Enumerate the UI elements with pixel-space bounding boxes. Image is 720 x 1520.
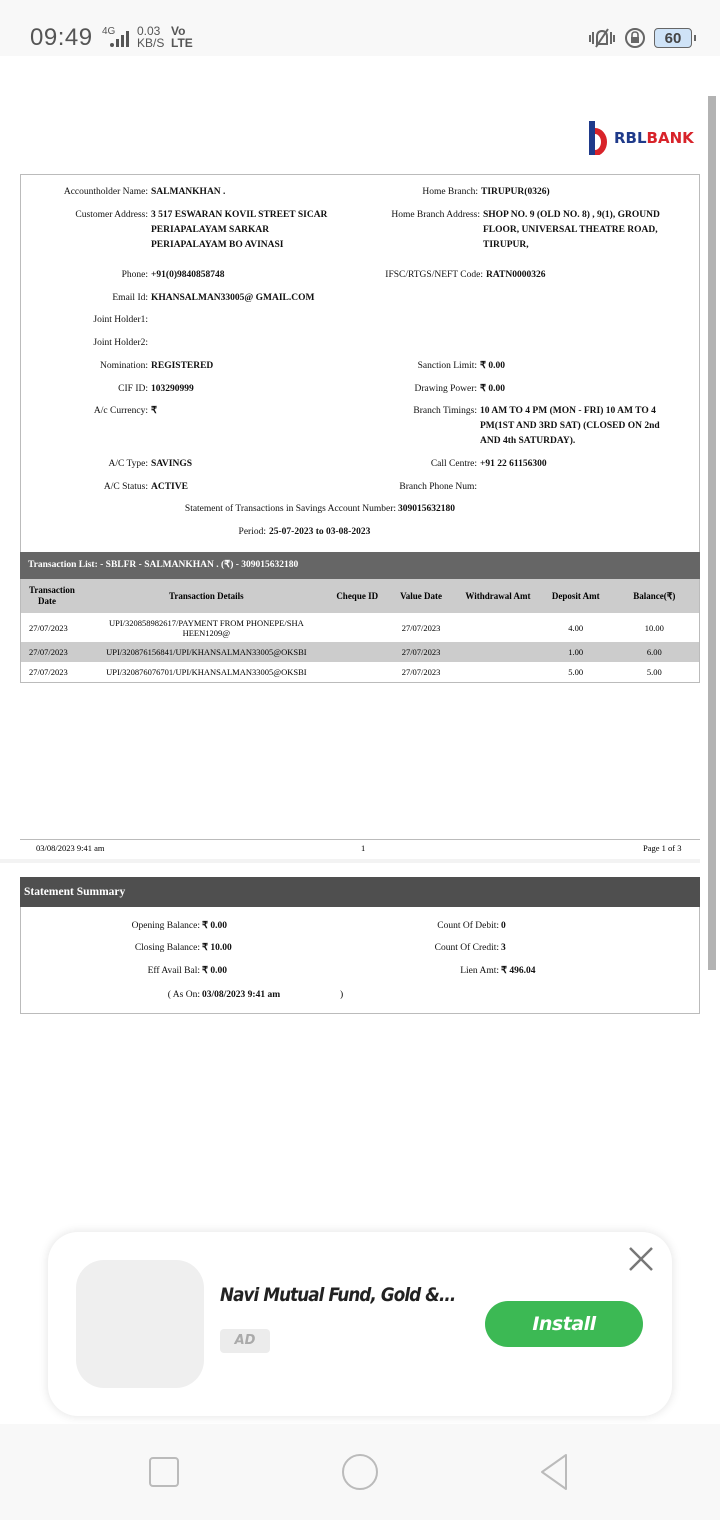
call-centre-label: Call Centre: xyxy=(430,459,477,469)
footer-page-of: Page 1 of 3 xyxy=(643,843,682,853)
cell-deposit: 1.00 xyxy=(542,642,610,662)
closing-balance-value: ₹ 10.00 xyxy=(202,943,232,953)
page-separator xyxy=(0,859,700,863)
as-on-close: ) xyxy=(340,990,344,1000)
address-line-1: 3 517 ESWARAN KOVIL STREET SICAR xyxy=(151,210,328,220)
ad-badge: AD xyxy=(220,1329,270,1353)
sanction-limit-label: Sanction Limit: xyxy=(417,361,477,371)
cell-date: 27/07/2023 xyxy=(21,662,87,682)
count-credit-value: 3 xyxy=(501,943,506,953)
header-date-line-1: Transaction xyxy=(29,585,75,595)
details-line-1: UPI/320858982617/PAYMENT FROM PHONEPE/SHA xyxy=(108,617,304,628)
holder-label: Accountholder Name: xyxy=(63,187,148,197)
cell-value-date: 27/07/2023 xyxy=(388,662,454,682)
eff-avail-bal-label: Eff Avail Bal: xyxy=(147,966,200,976)
currency-value: ₹ xyxy=(151,406,158,416)
install-button[interactable]: Install xyxy=(485,1301,643,1347)
ac-status-value: ACTIVE xyxy=(151,482,188,492)
ad-banner[interactable] xyxy=(48,1232,672,1416)
phone-label: Phone: xyxy=(121,270,148,280)
sanction-limit-value: ₹ 0.00 xyxy=(480,361,506,371)
cell-balance: 6.00 xyxy=(610,642,700,662)
nomination-label: Nomination: xyxy=(99,361,148,371)
call-centre-value: +91 22 61156300 xyxy=(480,459,547,469)
status-bar xyxy=(0,0,720,56)
opening-balance-label: Opening Balance: xyxy=(131,921,200,931)
period-value: 25-07-2023 to 03-08-2023 xyxy=(269,527,371,537)
phone-value: +91(0)9840858748 xyxy=(151,270,225,280)
cell-cheque xyxy=(326,662,388,682)
footer-timestamp: 03/08/2023 9:41 am xyxy=(36,843,105,853)
cell-balance: 5.00 xyxy=(610,662,700,682)
speed-value: 0.03 xyxy=(137,24,161,38)
clock: 09:49 xyxy=(30,24,93,51)
cell-details: UPI/320876076701/UPI/KHANSALMAN33005@OKSBI xyxy=(86,662,326,682)
count-debit-value: 0 xyxy=(501,921,506,931)
cell-date: 27/07/2023 xyxy=(21,613,87,642)
col-header-balance: Balance(₹) xyxy=(610,579,700,613)
period-label: Period: xyxy=(238,527,266,537)
address-label: Customer Address: xyxy=(75,210,148,220)
lien-amt-label: Lien Amt: xyxy=(460,966,499,976)
statement-summary-title: Statement Summary xyxy=(20,877,700,907)
table-row xyxy=(21,613,700,642)
close-icon[interactable] xyxy=(626,1244,656,1274)
logo-bank: BANK xyxy=(646,129,694,147)
drawing-power-label: Drawing Power: xyxy=(414,384,477,394)
cell-value-date: 27/07/2023 xyxy=(388,613,454,642)
logo-rbl: RBL xyxy=(614,129,647,147)
branch-address-line-1: SHOP NO. 9 (OLD NO. 8) , 9(1), GROUND xyxy=(483,210,660,220)
col-header-value-date: Value Date xyxy=(388,579,454,613)
email-value: KHANSALMAN33005@ GMAIL.COM xyxy=(151,293,315,303)
cell-deposit: 5.00 xyxy=(542,662,610,682)
volte-bottom: LTE xyxy=(171,36,193,50)
ac-status-label: A/C Status: xyxy=(103,482,148,492)
transaction-list-title: Transaction List: - SBLFR - SALMANKHAN . (₹) - 309015632180 xyxy=(20,552,700,579)
statement-label: Statement of Transactions in Savings Account Number: xyxy=(184,504,396,514)
col-header-transaction-date xyxy=(21,579,87,613)
details-line-2: HEEN1209@ xyxy=(182,627,231,638)
drawing-power-value: ₹ 0.00 xyxy=(480,384,506,394)
branch-timings-label: Branch Timings: xyxy=(413,406,477,416)
cell-value-date: 27/07/2023 xyxy=(388,642,454,662)
home-branch-value: TIRUPUR(0326) xyxy=(481,187,550,197)
ac-type-value: SAVINGS xyxy=(151,459,193,469)
holder-value: SALMANKHAN . xyxy=(151,187,226,197)
lien-amt-value: ₹ 496.04 xyxy=(501,966,536,976)
vibrate-mute-icon xyxy=(588,27,616,49)
branch-phone-label: Branch Phone Num: xyxy=(399,482,477,492)
currency-label: A/c Currency: xyxy=(93,406,148,416)
col-header-cheque-id: Cheque ID xyxy=(326,579,388,613)
branch-timings-line-3: AND 4th SATURDAY). xyxy=(480,436,576,446)
nomination-value: REGISTERED xyxy=(151,361,214,371)
closing-balance-label: Closing Balance: xyxy=(134,943,200,953)
count-debit-label: Count Of Debit: xyxy=(437,921,499,931)
rotation-lock-icon xyxy=(624,27,646,49)
volte-top: Vo xyxy=(171,24,186,38)
branch-address-line-2: FLOOR, UNIVERSAL THEATRE ROAD, xyxy=(483,225,658,235)
address-line-3: PERIAPALAYAM BO AVINASI xyxy=(151,240,284,250)
cell-details xyxy=(86,613,326,642)
cell-details: UPI/320876156841/UPI/KHANSALMAN33005@OKSBI xyxy=(86,642,326,662)
cell-cheque xyxy=(326,642,388,662)
ifsc-value: RATN0000326 xyxy=(486,270,546,280)
col-header-transaction-details: Transaction Details xyxy=(86,579,326,613)
cif-label: CIF ID: xyxy=(118,384,148,394)
address-line-2: PERIAPALAYAM SARKAR xyxy=(151,225,270,235)
vertical-scrollbar[interactable] xyxy=(708,96,716,970)
joint-holder-1-label: Joint Holder1: xyxy=(93,315,148,325)
ad-app-icon[interactable] xyxy=(76,1260,204,1388)
battery-icon: 60 xyxy=(654,28,692,48)
ad-title[interactable]: Navi Mutual Fund, Gold &... xyxy=(220,1284,456,1306)
cell-withdrawal xyxy=(454,642,542,662)
header-date-line-2: Date xyxy=(38,596,56,606)
branch-timings-line-2: PM(1ST AND 3RD SAT) (CLOSED ON 2nd xyxy=(480,421,660,431)
speed-unit: KB/S xyxy=(137,36,165,50)
cell-withdrawal xyxy=(454,662,542,682)
data-speed xyxy=(137,25,164,49)
footer-page-number: 1 xyxy=(361,843,366,853)
cell-cheque xyxy=(326,613,388,642)
as-on-value: 03/08/2023 9:41 am xyxy=(202,990,281,1000)
as-on-label: ( As On: xyxy=(167,990,200,1000)
volte-indicator xyxy=(171,25,193,49)
count-credit-label: Count Of Credit: xyxy=(434,943,499,953)
recents-icon[interactable] xyxy=(144,1452,184,1492)
table-row xyxy=(21,642,700,662)
transactions-table xyxy=(20,579,700,683)
col-header-withdrawal-amt: Withdrawal Amt xyxy=(454,579,542,613)
rbl-logo-mark xyxy=(588,121,614,155)
footer-divider xyxy=(20,839,700,840)
cell-deposit: 4.00 xyxy=(542,613,610,642)
statement-account-number: 309015632180 xyxy=(398,504,455,514)
home-branch-label: Home Branch: xyxy=(422,187,478,197)
table-header-row xyxy=(21,579,700,613)
cell-balance: 10.00 xyxy=(610,613,700,642)
signal-icon xyxy=(98,24,134,50)
ifsc-label: IFSC/RTGS/NEFT Code: xyxy=(385,270,483,280)
col-header-deposit-amt: Deposit Amt xyxy=(542,579,610,613)
branch-address-line-3: TIRUPUR, xyxy=(483,240,529,250)
rbl-bank-logo xyxy=(588,121,694,155)
branch-address-label: Home Branch Address: xyxy=(391,210,480,220)
cell-date: 27/07/2023 xyxy=(21,642,87,662)
ac-type-label: A/C Type: xyxy=(108,459,148,469)
navigation-bar xyxy=(0,1424,720,1520)
network-type: 4G xyxy=(102,26,116,37)
home-icon[interactable] xyxy=(340,1452,380,1492)
joint-holder-2-label: Joint Holder2: xyxy=(93,338,148,348)
cell-withdrawal xyxy=(454,613,542,642)
eff-avail-bal-value: ₹ 0.00 xyxy=(202,966,228,976)
back-icon[interactable] xyxy=(536,1452,576,1492)
cif-value: 103290999 xyxy=(151,384,194,394)
table-row xyxy=(21,662,700,682)
email-label: Email Id: xyxy=(112,293,148,303)
branch-timings-line-1: 10 AM TO 4 PM (MON - FRI) 10 AM TO 4 xyxy=(480,406,656,416)
opening-balance-value: ₹ 0.00 xyxy=(202,921,228,931)
